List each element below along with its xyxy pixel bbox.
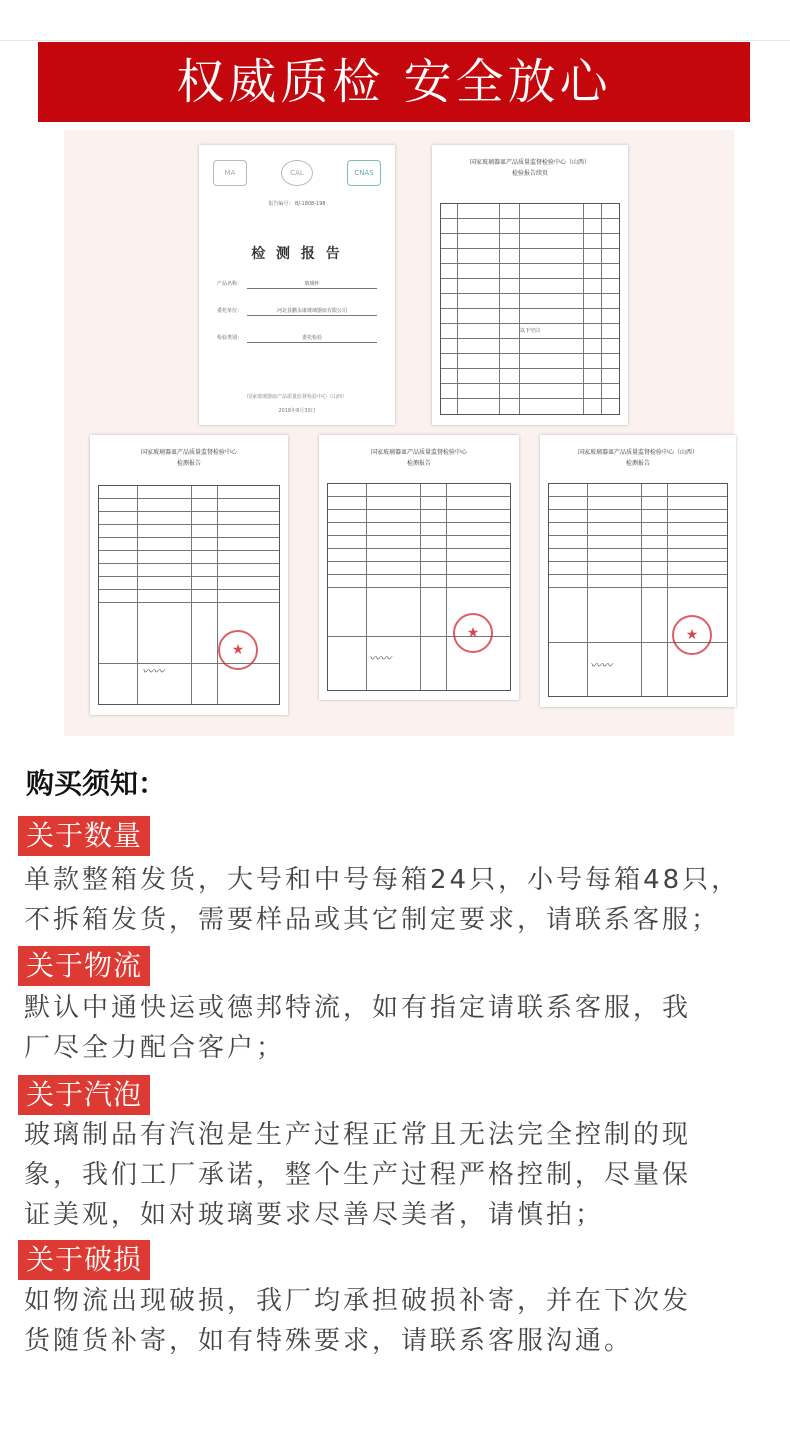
product-name-field [217,280,377,287]
tag-damage: 关于破损 [18,1240,150,1280]
text-line: 玻璃制品有汽泡是生产过程正常且无法完全控制的现 [24,1120,692,1150]
signature: 〰〰 [369,652,391,665]
cal-logo: CAL [281,160,313,186]
heading-text: 国家玻璃器皿产品质量监督检验中心（山西） [469,159,590,166]
issuer-name: 国家玻璃器皿产品质量监督检验中心（山西） [246,394,347,400]
official-seal: ★ [218,630,258,670]
text-line: 货随货补寄，如有特殊要求，请联系客服沟通。 [24,1326,634,1356]
subtitle-text: 检验报告续页 [511,170,548,177]
test-report-a [90,435,288,715]
field-label: 检验类别： [217,335,243,341]
test-report-b [319,435,519,700]
quantity-text [24,860,780,940]
heading-text: 国家玻璃器皿产品质量监督检验中心 [370,449,467,456]
issue-date: 2018年8月30日 [278,408,316,414]
banner-title: 权威质检 安全放心 [38,42,750,122]
cnas-logo: CNAS [347,160,381,186]
signature: 〰〰 [590,659,612,672]
logistics-text [24,988,780,1068]
damage-text [24,1281,780,1361]
report-table [98,485,280,705]
signature: 〰〰 [142,665,164,678]
heading-text: 国家玻璃器皿产品质量监督检验中心（山西） [577,449,698,456]
text-line: 证美观，如对玻璃要求尽善尽美者，请慎拍； [24,1200,605,1230]
text-line: 如物流出现破损，我厂均承担破损补寄，并在下次发 [24,1286,692,1316]
heading-text: 国家玻璃器皿产品质量监督检验中心 [140,449,237,456]
report-heading [90,447,288,469]
tag-logistics: 关于物流 [18,946,150,986]
text-line: 厂尽全力配合客户； [24,1033,286,1063]
report-title: 检 测 报 告 [251,246,343,262]
field-label: 委托单位： [217,308,243,314]
field-value: 玻璃杯 [304,281,320,287]
report-cover-page [199,145,395,425]
certification-logos [213,160,381,186]
report-heading [540,447,736,469]
top-divider [0,40,790,41]
official-seal: ★ [453,613,493,653]
field-label: 产品名称： [217,281,243,287]
field-value: 河北县鹏永康玻璃器皿有限公司 [276,308,347,314]
subtitle-text: 检测报告 [176,460,201,467]
subtitle-text: 检测报告 [625,460,650,467]
certificates-panel [64,130,734,736]
text-line: 象，我们工厂承诺，整个生产过程严格控制，尽量保 [24,1160,692,1190]
report-table [548,483,728,697]
test-report-c [540,435,736,707]
text-line: 默认中通快运或德邦特流，如有指定请联系客服，我 [24,993,692,1023]
blank-note: 以下空白 [441,324,619,339]
report-heading [432,157,628,179]
official-seal: ★ [672,615,712,655]
tag-quantity: 关于数量 [18,816,150,856]
inspection-type-field [217,334,377,341]
client-field [217,307,377,314]
field-value: 委托检验 [301,335,322,341]
results-table [440,203,620,415]
ma-logo: MA [213,160,247,186]
bubbles-text [24,1115,780,1235]
report-number: 报告编号： BJ-1808-198 [268,201,326,207]
report-heading [319,447,519,469]
purchase-notice-title: 购买须知： [26,767,167,800]
text-line: 单款整箱发货，大号和中号每箱24只，小号每箱48只， [24,865,741,895]
subtitle-text: 检测报告 [406,460,431,467]
tag-bubbles: 关于汽泡 [18,1075,150,1115]
text-line: 不拆箱发货，需要样品或其它制定要求，请联系客服； [24,905,721,935]
report-table [327,483,511,691]
report-continuation-page [432,145,628,425]
